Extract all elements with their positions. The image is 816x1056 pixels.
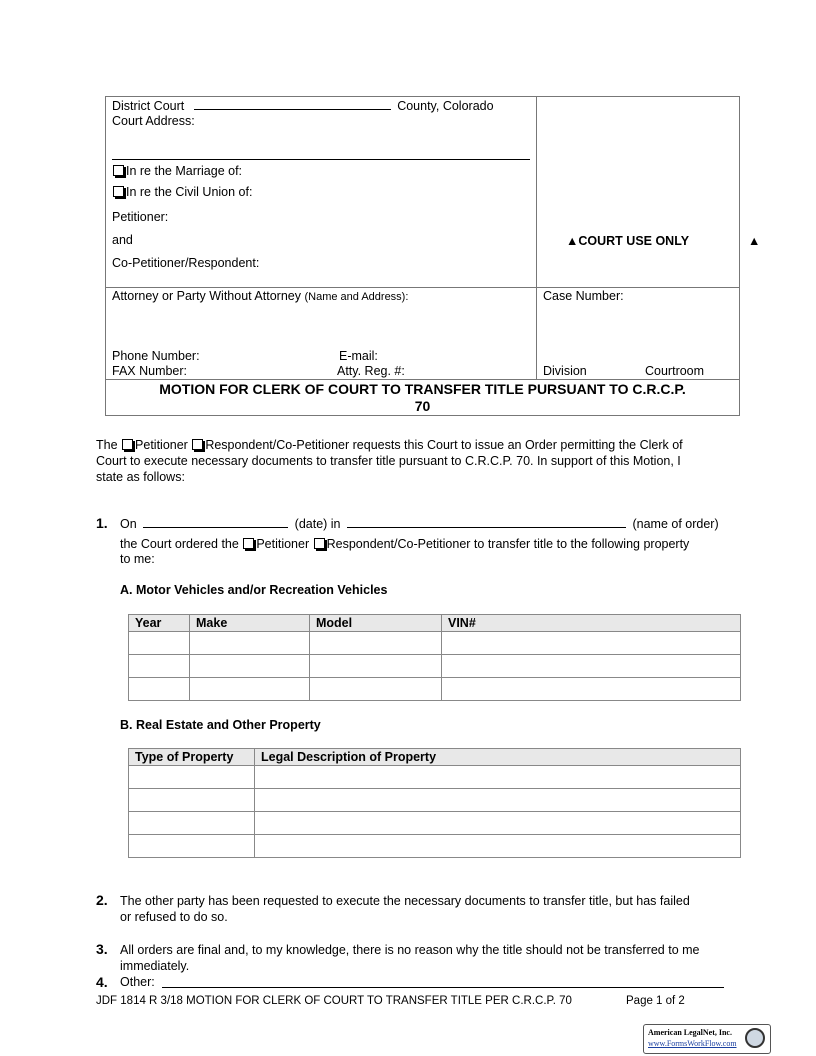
order-date-blank[interactable]: [143, 516, 288, 528]
caption-divider-horizontal: [105, 287, 740, 288]
fax-label: FAX Number:: [112, 364, 188, 378]
intro-the: The: [96, 438, 118, 452]
item3-line2: immediately.: [120, 959, 190, 973]
motion-title: [105, 381, 740, 415]
item1-on: On: [120, 517, 137, 531]
table-header-row: [129, 615, 741, 632]
item3-line1: All orders are final and, to my knowledge, there is no reason why the title should not be transferred to me: [120, 943, 700, 957]
item3-text: [120, 942, 740, 974]
order-name-blank[interactable]: [347, 516, 626, 528]
item2-text: [120, 893, 732, 925]
table-row: [129, 812, 741, 835]
atty-reg-label: Atty. Reg. #:: [337, 364, 405, 378]
item1-petitioner-checkbox[interactable]: [243, 538, 254, 549]
caption-divider-vertical: [536, 96, 537, 379]
district-court-label: District Court: [112, 99, 185, 113]
item2-line1: The other party has been requested to execute the necessary documents to transfer title, but has failed: [120, 894, 690, 908]
property-table: [128, 748, 741, 858]
col-vin: VIN#: [442, 615, 741, 632]
up-triangle-icon: ▲: [748, 234, 761, 248]
item3-number: 3.: [96, 941, 108, 957]
item1-name-of-order: (name of order): [632, 517, 719, 531]
section-b-heading: B. Real Estate and Other Property: [120, 718, 321, 732]
col-year: Year: [129, 615, 190, 632]
item2-number: 2.: [96, 892, 108, 908]
table-row: [129, 835, 741, 858]
marriage-option[interactable]: [112, 164, 242, 178]
marriage-checkbox[interactable]: [113, 165, 124, 176]
up-triangle-icon: ▲: [566, 234, 579, 248]
workflow-icon: [745, 1028, 765, 1048]
motion-title-line2: 70: [414, 398, 431, 414]
table-row: [129, 678, 741, 701]
attorney-sublabel: (Name and Address):: [304, 291, 409, 303]
item1-line2a: the Court ordered the: [120, 537, 239, 551]
item1-line2b: Respondent/Co-Petitioner to transfer title to the following property: [326, 537, 690, 551]
section-a-heading: A. Motor Vehicles and/or Recreation Vehicles: [120, 583, 388, 597]
item1-date-label: (date) in: [294, 517, 341, 531]
col-model: Model: [310, 615, 442, 632]
intro-petitioner-checkbox[interactable]: [122, 439, 133, 450]
intro-line3: state as follows:: [96, 470, 185, 484]
marriage-label: In re the Marriage of:: [126, 164, 243, 178]
item2-line2: or refused to do so.: [120, 910, 228, 924]
court-address-label: Court Address:: [112, 114, 195, 128]
attorney-heading: [112, 289, 408, 303]
case-number-label: Case Number:: [543, 289, 624, 303]
table-header-row: [129, 749, 741, 766]
col-legal-description: Legal Description of Property: [255, 749, 741, 766]
phone-label: Phone Number:: [112, 349, 200, 363]
legalnet-logo[interactable]: [643, 1024, 771, 1054]
table-row: [129, 789, 741, 812]
district-court-line: [112, 98, 494, 113]
petitioner-label: Petitioner:: [112, 210, 169, 224]
table-row: [129, 766, 741, 789]
logo-line1: American LegalNet, Inc.: [648, 1028, 732, 1037]
other-blank[interactable]: [162, 987, 724, 988]
and-label: and: [112, 233, 133, 247]
col-type-of-property: Type of Property: [129, 749, 255, 766]
item1-line3: to me:: [120, 552, 155, 566]
item4-label: Other:: [120, 975, 155, 989]
intro-paragraph: [96, 437, 732, 485]
courtroom-label: Courtroom: [645, 364, 705, 378]
intro-respondent-text: Respondent/Co-Petitioner requests this Court to issue an Order permitting the Clerk of: [205, 438, 683, 452]
civil-union-option[interactable]: [112, 185, 252, 199]
item1-number: 1.: [96, 515, 108, 531]
item1-respondent-checkbox[interactable]: [314, 538, 325, 549]
item4-number: 4.: [96, 974, 108, 990]
email-label: E-mail:: [339, 349, 378, 363]
county-label: County, Colorado: [397, 99, 494, 113]
table-row: [129, 655, 741, 678]
civil-union-checkbox[interactable]: [113, 186, 124, 197]
division-label: Division: [543, 364, 587, 378]
item1-petitioner: Petitioner: [256, 537, 310, 551]
court-use-only-label: COURT USE ONLY: [578, 234, 690, 248]
court-use-only: [566, 234, 689, 248]
item1-text: [120, 516, 732, 568]
county-blank[interactable]: [194, 98, 391, 110]
motion-title-line1: MOTION FOR CLERK OF COURT TO TRANSFER TITLE PURSUANT TO C.R.C.P.: [159, 381, 686, 397]
col-make: Make: [190, 615, 310, 632]
logo-line2: www.FormsWorkFlow.com: [648, 1039, 737, 1048]
copetitioner-label: Co-Petitioner/Respondent:: [112, 256, 260, 270]
intro-line2: Court to execute necessary documents to transfer title pursuant to C.R.C.P. 70. In support of this Motion, I: [96, 454, 681, 468]
title-divider: [105, 379, 740, 380]
footer-page: Page 1 of 2: [626, 995, 685, 1007]
court-address-line[interactable]: [112, 159, 530, 160]
intro-respondent-checkbox[interactable]: [192, 439, 203, 450]
attorney-label: Attorney or Party Without Attorney: [112, 289, 301, 303]
intro-petitioner: Petitioner: [135, 438, 188, 452]
vehicles-table: [128, 614, 741, 701]
table-row: [129, 632, 741, 655]
civil-union-label: In re the Civil Union of:: [126, 185, 253, 199]
footer-form-id: JDF 1814 R 3/18 MOTION FOR CLERK OF COURT TO TRANSFER TITLE PER C.R.C.P. 70: [96, 995, 572, 1007]
